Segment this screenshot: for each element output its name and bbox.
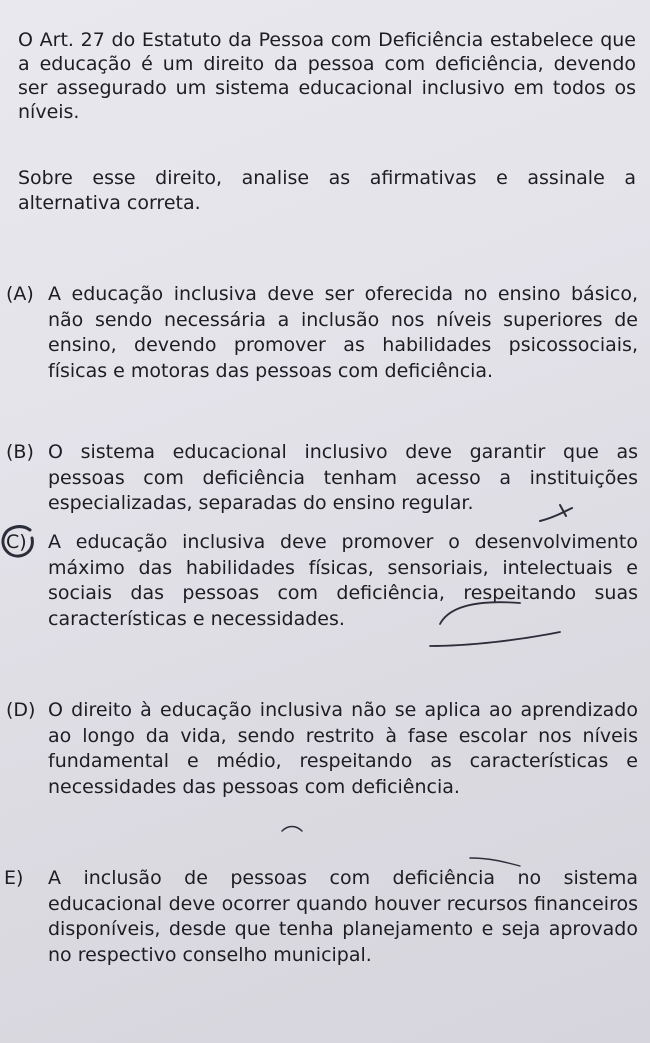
option-e-letter: E) [4,867,24,889]
option-c-text: A educação inclusiva deve promover o desenvolvimento máximo das habilidades físicas, sensoriais, intelectuais e sociais das pessoas com deficiência, respeitando suas características e necessidades. [48,531,638,630]
option-c[interactable] [6,530,638,632]
option-a-letter: (A) [6,283,34,305]
option-d[interactable] [6,698,638,800]
pen-underline-mark [430,632,560,646]
option-d-letter: (D) [6,699,36,721]
pen-scribble-mark [282,827,302,832]
option-a[interactable] [6,282,638,384]
option-e[interactable] [6,866,638,968]
option-c-letter: C) [6,531,27,553]
statement-text: O Art. 27 do Estatuto da Pessoa com Deficiência estabelece que a educação é um direito da pessoa com deficiência, devendo ser assegurado um sistema educacional inclusivo em todos os níveis. [18,29,636,123]
option-a-text: A educação inclusiva deve ser oferecida no ensino básico, não sendo necessária a inclusão nos níveis superiores de ensino, devendo promover as habilidades psicossociais, físicas e motoras das pessoas com deficiência. [48,283,638,382]
pen-stroke-mark [470,858,520,866]
option-b-text: O sistema educacional inclusivo deve garantir que as pessoas com deficiência tenham acesso a instituições especializadas, separadas do ensino regular. [48,441,638,514]
option-d-text: O direito à educação inclusiva não se aplica ao aprendizado ao longo da vida, sendo restrito à fase escolar nos níveis fundamental e médio, respeitando as características e necessidades das pessoas com deficiência. [48,699,638,798]
option-b[interactable] [6,440,638,517]
option-b-letter: (B) [6,441,34,463]
option-e-text: A inclusão de pessoas com deficiência no sistema educacional deve ocorrer quando houver recursos financeiros disponíveis, desde que tenha planejamento e seja aprovado no respectivo conselho municipal. [48,867,638,966]
question-prompt: Sobre esse direito, analise as afirmativas e assinale a alternativa correta. [18,167,636,214]
